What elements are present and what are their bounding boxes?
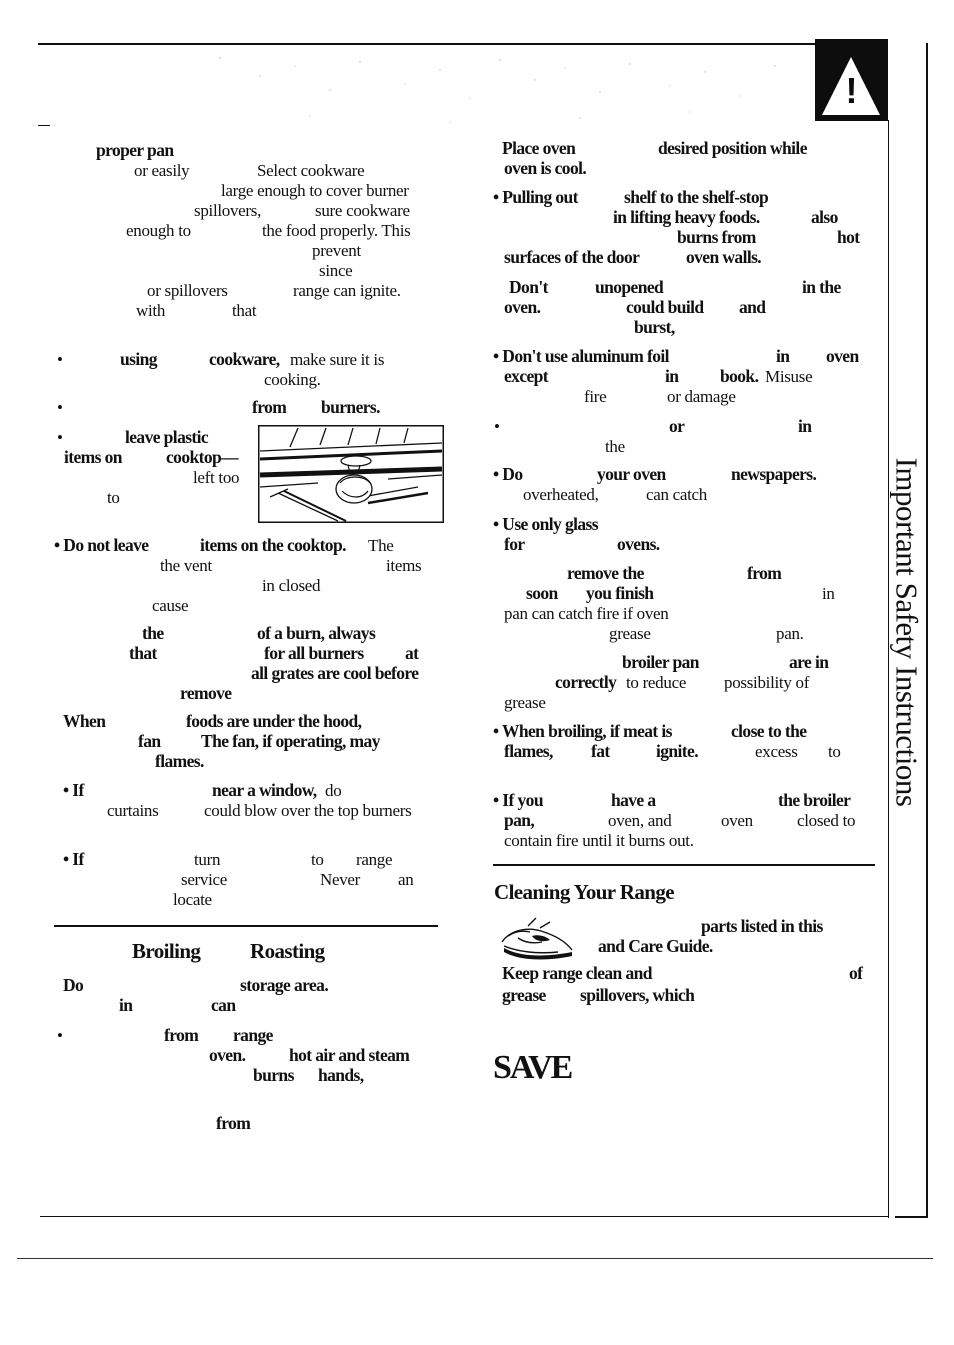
text-line: shelf to the shelf-stop [624,187,769,207]
text-line: from [747,563,782,583]
text-line: and Care Guide. [598,936,713,956]
text-line: your oven [597,464,666,484]
cleaning-hand-icon [498,912,576,962]
text-line: in [822,584,835,603]
text-line: surfaces of the door [504,247,640,267]
text-line: items [386,556,422,575]
text-line: grease [504,693,546,712]
text-line: oven is cool. [504,158,587,178]
text-line: do [325,781,342,800]
text-line: near a window, [212,780,317,800]
text-line: leave plastic [125,427,209,447]
text-line: range can ignite. [293,281,401,300]
text-line: ovens. [617,534,660,554]
text-line: from [164,1025,199,1045]
text-line: fan [138,731,161,751]
text-line: spillovers, which [580,985,695,1005]
text-line: flames, [504,741,553,761]
text-line: the [605,437,625,456]
text-line: • Do [493,464,523,484]
text-line: When [63,711,106,731]
text-line: have a [611,790,656,810]
text-line: • When broiling, if meat is [493,721,672,741]
text-line: in [798,416,812,436]
bottom-rule [40,1216,888,1217]
text-line: burns [253,1065,294,1085]
warning-exclamation: ! [845,70,858,111]
top-rule [38,43,888,45]
text-line: items on the cooktop. [200,535,346,555]
text-line: hands, [318,1065,364,1085]
text-line: range [356,850,393,869]
text-line: • If [63,849,84,869]
text-line: to [311,850,324,869]
text-line: The [368,536,394,555]
text-line: that [129,643,157,663]
text-line: an [398,870,414,889]
text-line: to reduce [626,673,687,692]
text-line: in closed [262,576,321,595]
text-line: • Do not leave [54,535,149,555]
text-line: possibility of [724,673,810,692]
page-footer-rule [17,1258,933,1259]
text-line: foods are under the hood, [186,711,362,731]
bullet: • [57,350,63,369]
text-line: storage area. [240,975,329,995]
text-line: ignite. [656,741,698,761]
text-line: or damage [667,387,736,406]
section-divider-right [493,864,875,866]
text-line: oven, and [608,811,672,830]
text-line: oven [826,346,859,366]
text-line: service [181,870,228,889]
text-line: of a burn, always [257,623,376,643]
text-line: could blow over the top burners [204,801,412,820]
text-line: cooking. [264,370,321,389]
text-line: burners. [321,397,380,417]
text-line: proper pan [96,140,174,160]
text-line: Don't [509,277,548,297]
text-line: hot air and steam [289,1045,410,1065]
text-line: in the [802,277,841,297]
bullet: • [57,1026,63,1045]
bottom-rule-right [895,1216,928,1218]
text-line: with [136,301,166,320]
text-line: oven. [209,1045,246,1065]
text-line: fire [584,387,607,406]
text-line: all grates are cool before [251,663,419,683]
text-line: large enough to cover burner [221,181,409,200]
text-line: at [405,643,419,663]
text-line: in [776,346,790,366]
text-line: grease [502,985,546,1005]
text-line: remove the [567,563,644,583]
text-line: Place oven [502,138,576,158]
text-line: can [211,995,236,1015]
header-speckle-band [200,46,810,136]
text-line: to [107,488,120,507]
text-line: make sure it is [290,350,385,369]
text-line: closed to [797,811,856,830]
text-line: excess [755,742,798,761]
text-line: grease [609,624,651,643]
right-frame-line [926,43,928,1218]
text-line: sure cookware [315,201,410,220]
text-line: for [504,534,525,554]
text-line: or spillovers [147,281,228,300]
text-line: pan, [504,810,535,830]
text-line: curtains [107,801,159,820]
text-line: correctly [555,672,617,692]
text-line: burst, [634,317,675,337]
text-line: to [828,742,841,761]
text-line: or easily [134,161,190,180]
text-line: fat [591,741,610,761]
text-line: items on [64,447,122,467]
text-line: oven [721,811,753,830]
section-divider-left [54,925,438,927]
cooktop-burner-illustration [258,425,444,523]
warning-badge [815,39,888,121]
text-line: • Don't use aluminum foil [493,346,669,366]
text-line: The fan, if operating, may [201,731,380,751]
text-line: turn [194,850,221,869]
text-line: prevent [312,241,361,260]
sidebar-title: Important Safety Instructions [889,457,925,807]
text-line: flames. [155,751,204,771]
text-line: desired position while [658,138,807,158]
text-line: • If [63,780,84,800]
text-line: range [233,1025,273,1045]
text-line: parts listed in this [701,916,823,936]
text-line: overheated, [523,485,599,504]
text-line: hot [837,227,860,247]
text-line: can catch [646,485,708,504]
text-line: in [665,366,679,386]
text-line: • Use only glass [493,514,598,534]
text-line: in [119,995,133,1015]
text-line: and [739,297,766,317]
text-line: since [319,261,353,280]
text-line: burns from [677,227,756,247]
bullet: • [57,428,63,447]
text-line: broiler pan [622,652,699,672]
section-heading: Roasting [250,939,325,963]
text-line: spillovers, [194,201,262,220]
text-line: • If you [493,790,543,810]
text-line: that [232,301,257,320]
text-line: also [811,207,838,227]
text-line: using [120,349,157,369]
text-line: from [252,397,287,417]
bullet: • [57,398,63,417]
text-line: for all burners [264,643,364,663]
save-heading: SAVE [493,1049,572,1086]
text-line: soon [526,583,558,603]
text-line: in lifting heavy foods. [613,207,760,227]
text-line: book. [720,366,759,386]
text-line: Do [63,975,84,995]
text-line: from [216,1113,251,1133]
text-line: unopened [595,277,664,297]
text-line: • Pulling out [493,187,578,207]
text-line: of [849,963,863,983]
bullet: • [494,417,500,436]
text-line: Keep range clean and [502,963,652,983]
text-line: Select cookware [257,161,365,180]
text-line: oven. [504,297,541,317]
text-line: are in [789,652,829,672]
text-line: contain fire until it burns out. [504,831,694,850]
text-line: left too [193,468,240,487]
text-line: Misuse [765,367,813,386]
text-line: remove [180,683,232,703]
text-line: pan. [776,624,804,643]
text-line: you finish [586,583,654,603]
text-line: the food properly. This [262,221,411,240]
section-heading: Cleaning Your Range [494,880,674,904]
text-line: pan can catch fire if oven [504,604,669,623]
text-line: close to the [731,721,807,741]
small-dash [38,125,50,126]
text-line: the broiler [778,790,851,810]
text-line: cooktop— [166,447,239,467]
text-line: Never [320,870,361,889]
section-heading: Broiling [132,939,201,963]
text-line: cookware, [209,349,280,369]
text-line: the [142,623,164,643]
text-line: newspapers. [731,464,817,484]
text-line: the vent [160,556,212,575]
text-line: could build [626,297,704,317]
text-line: except [504,366,549,386]
text-line: enough to [126,221,191,240]
text-line: cause [152,596,189,615]
text-line: locate [173,890,212,909]
text-line: oven walls. [686,247,762,267]
text-line: or [669,416,685,436]
